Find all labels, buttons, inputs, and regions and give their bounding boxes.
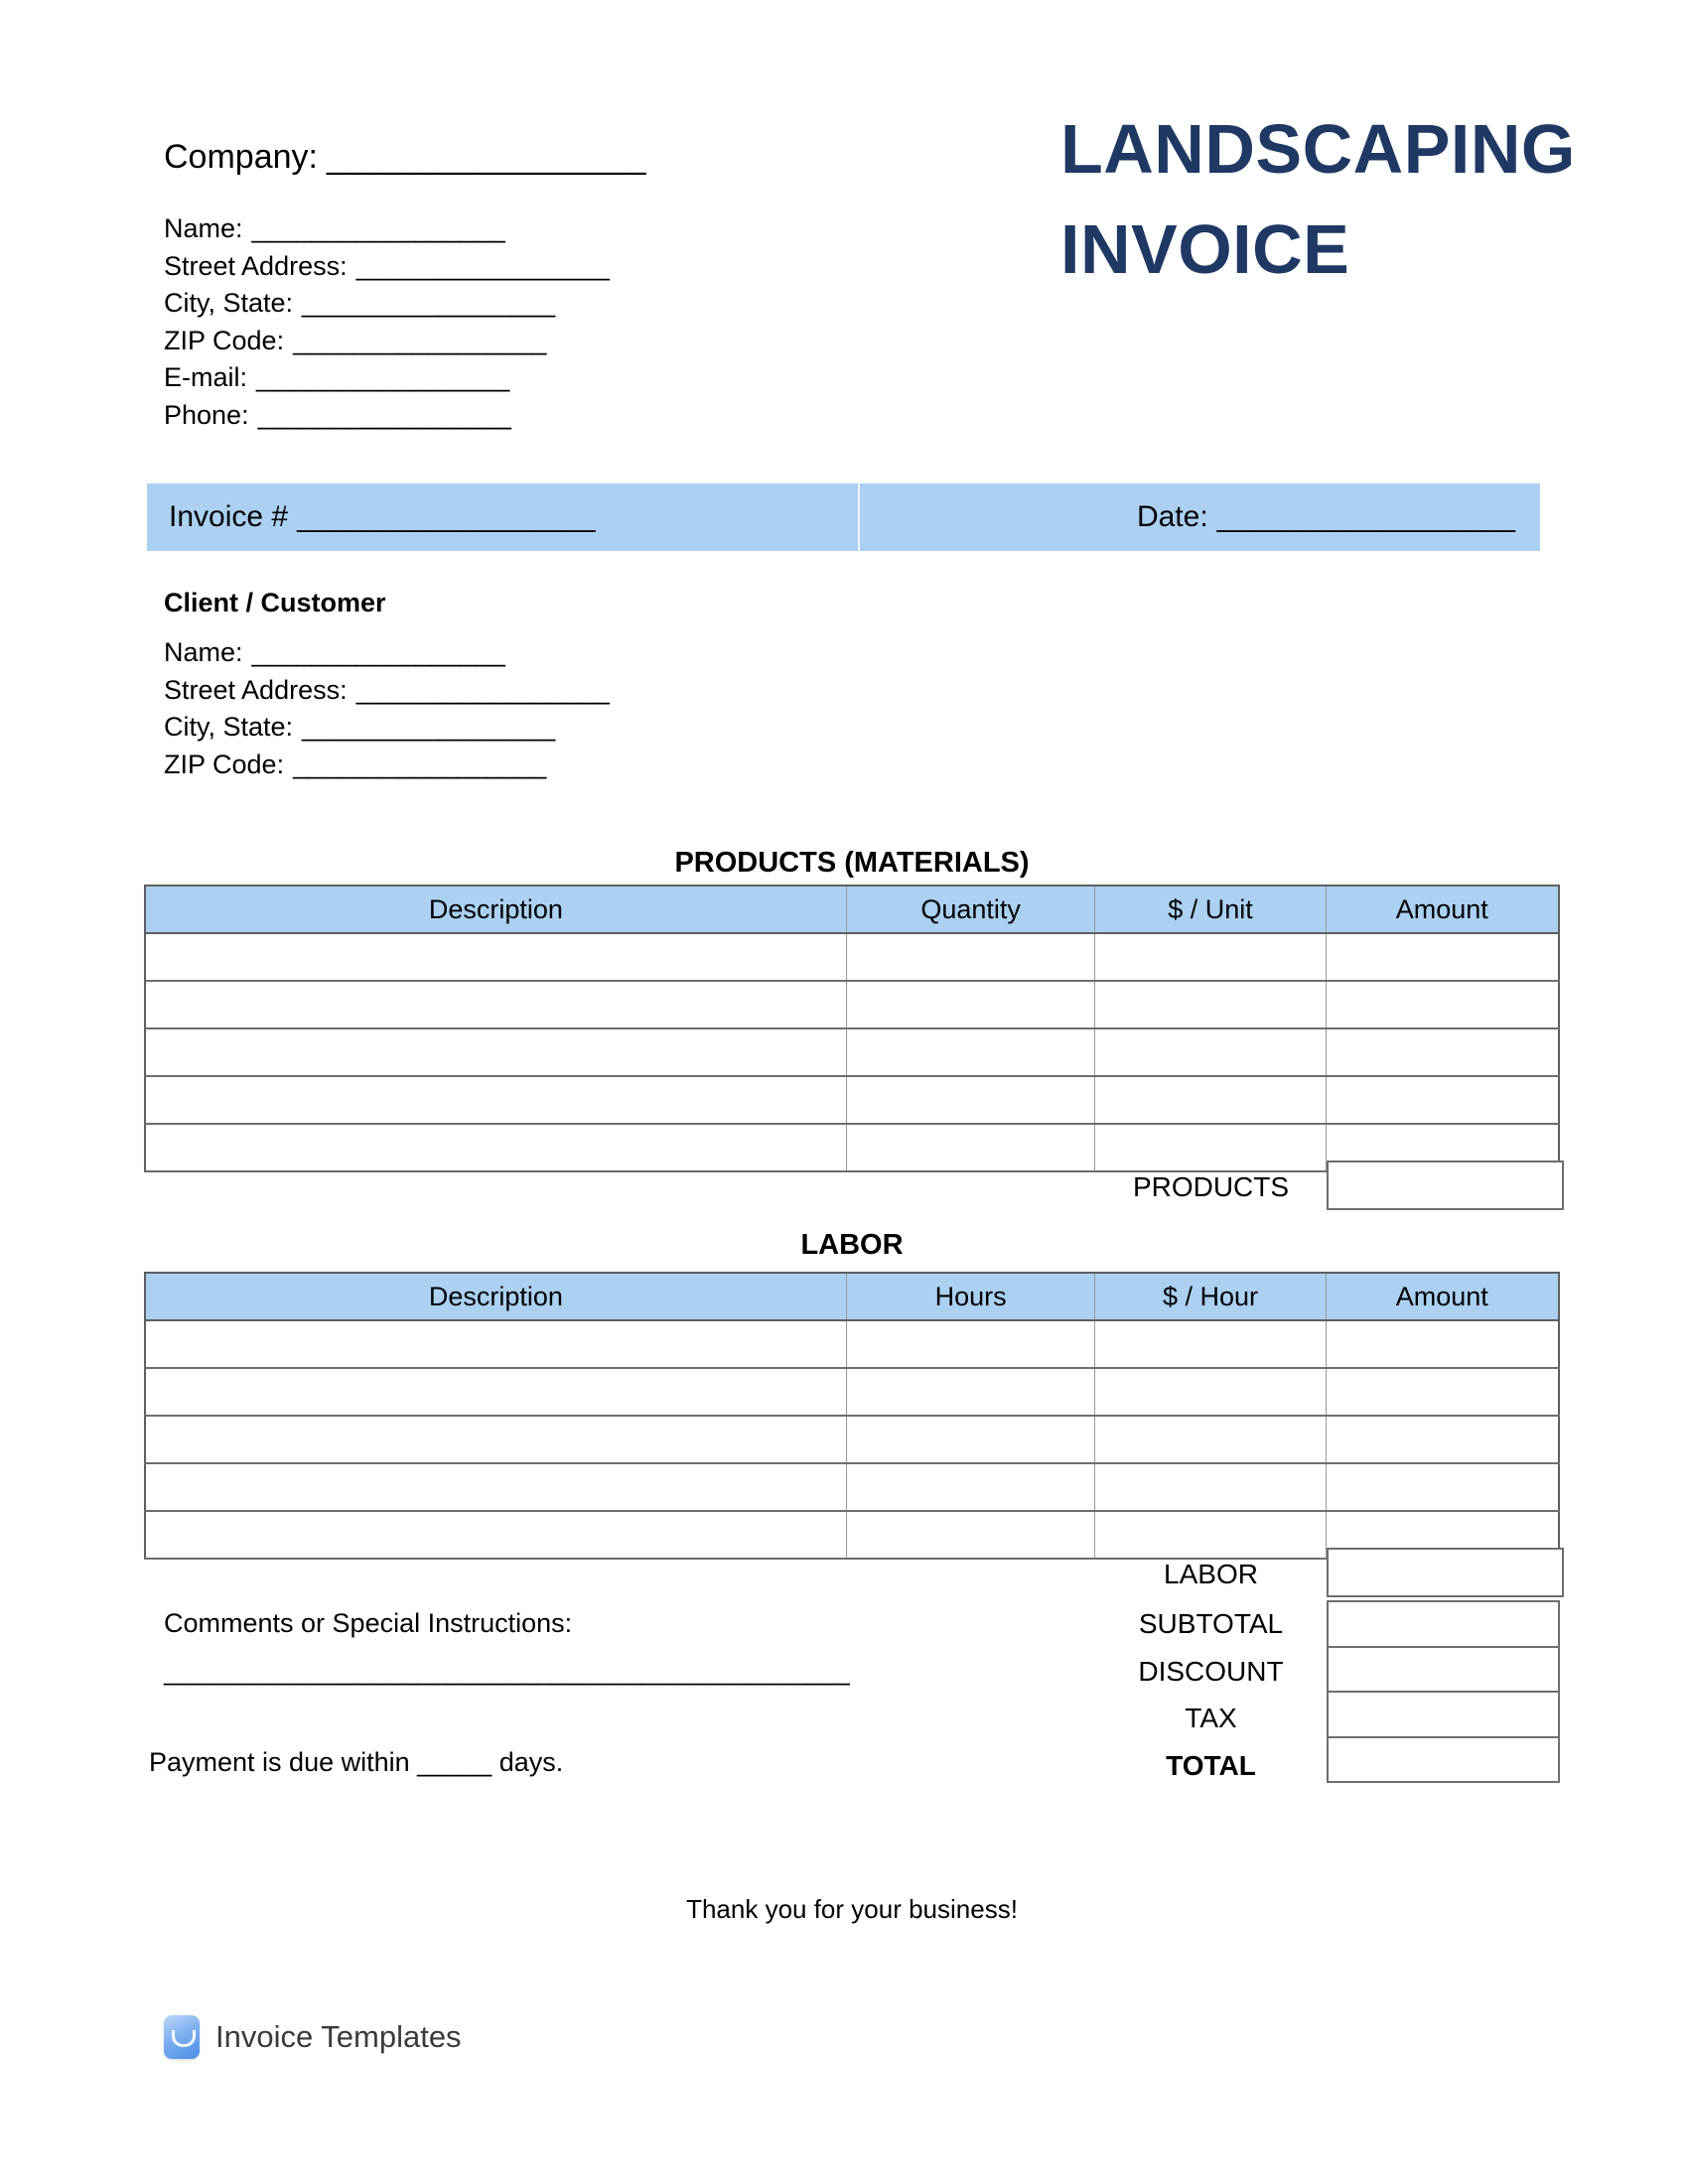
invoice-date-line [1137, 500, 1515, 534]
city-state-blank-field[interactable]: _________________ [302, 288, 556, 318]
date-blank-field[interactable]: __________________ [1216, 500, 1515, 533]
labor-col-description: Description [145, 1273, 846, 1320]
labor-cell-hours[interactable] [846, 1368, 1095, 1416]
labor-col-hours: Hours [846, 1273, 1095, 1320]
products-cell-unit-price[interactable] [1095, 1124, 1326, 1171]
invoice-number-label: Invoice # [169, 500, 289, 533]
email-label: E-mail: [164, 362, 248, 392]
labor-cell-hours[interactable] [846, 1320, 1095, 1368]
products-cell-unit-price[interactable] [1095, 1076, 1326, 1124]
invoice-number-date-bar [147, 483, 1540, 551]
labor-cell-amount[interactable] [1326, 1368, 1559, 1416]
labor-cell-amount[interactable] [1326, 1320, 1559, 1368]
client-street-label: Street Address: [164, 674, 348, 705]
products-row [145, 1076, 1559, 1124]
labor-col-amount: Amount [1326, 1273, 1559, 1320]
products-cell-unit-price[interactable] [1095, 933, 1326, 981]
client-street-line [164, 672, 610, 710]
company-label: Company: [164, 138, 318, 176]
client-customer-block [164, 586, 610, 783]
company-city-line [164, 285, 645, 323]
labor-table [144, 1272, 1560, 1560]
comments-label: Comments or Special Instructions: [164, 1608, 573, 1638]
client-city-line [164, 709, 610, 747]
products-col-unit-price: $ / Unit [1095, 886, 1326, 933]
discount-value-box[interactable] [1327, 1646, 1560, 1694]
products-cell-description[interactable] [145, 1028, 846, 1076]
client-zip-label: ZIP Code: [164, 749, 285, 779]
products-cell-description[interactable] [145, 1124, 846, 1171]
products-cell-amount[interactable] [1326, 1076, 1559, 1124]
phone-label: Phone: [164, 399, 249, 430]
labor-cell-hour-rate[interactable] [1095, 1463, 1326, 1511]
client-zip-line [164, 747, 610, 784]
company-line [164, 137, 645, 177]
products-cell-amount[interactable] [1326, 933, 1559, 981]
email-blank-field[interactable]: _________________ [256, 362, 510, 392]
products-cell-quantity[interactable] [846, 1028, 1095, 1076]
products-row [145, 1028, 1559, 1076]
products-col-amount: Amount [1326, 886, 1559, 933]
products-cell-amount[interactable] [1326, 1028, 1559, 1076]
labor-cell-hour-rate[interactable] [1095, 1320, 1326, 1368]
products-cell-unit-price[interactable] [1095, 1028, 1326, 1076]
comments-blank-field[interactable]: ______________________________________________ [164, 1656, 850, 1686]
footer-brand-text: Invoice Templates [215, 2019, 462, 2054]
invoice-templates-logo-icon [164, 2015, 200, 2059]
bar-divider [858, 483, 860, 551]
subtotal-value-box[interactable] [1327, 1600, 1560, 1648]
products-col-quantity: Quantity [846, 886, 1095, 933]
company-email-line [164, 359, 645, 397]
client-street-blank-field[interactable]: _________________ [355, 674, 610, 705]
name-label: Name: [164, 213, 243, 243]
labor-section-heading: LABOR [800, 1229, 904, 1261]
client-city-blank-field[interactable]: _________________ [302, 712, 556, 742]
title-line-1: LANDSCAPING [1060, 110, 1576, 188]
client-name-label: Name: [164, 637, 243, 667]
products-cell-quantity[interactable] [846, 981, 1095, 1028]
total-value-box[interactable] [1327, 1736, 1560, 1784]
client-zip-blank-field[interactable]: _________________ [293, 749, 547, 779]
tax-value-box[interactable] [1327, 1691, 1560, 1738]
zip-code-label: ZIP Code: [164, 325, 285, 355]
client-customer-heading: Client / Customer [164, 588, 386, 617]
summary-boxes [1327, 1600, 1560, 1783]
labor-cell-hours[interactable] [846, 1463, 1095, 1511]
name-blank-field[interactable]: _________________ [251, 213, 505, 243]
products-cell-quantity[interactable] [846, 1076, 1095, 1124]
client-name-blank-field[interactable]: _________________ [251, 637, 505, 667]
products-row [145, 933, 1559, 981]
products-cell-description[interactable] [145, 1076, 846, 1124]
labor-cell-description[interactable] [145, 1463, 846, 1511]
labor-row [145, 1463, 1559, 1511]
street-address-label: Street Address: [164, 250, 348, 281]
labor-total-box[interactable] [1327, 1548, 1564, 1597]
company-zip-line [164, 323, 645, 360]
thank-you-message: Thank you for your business! [686, 1894, 1018, 1924]
products-cell-quantity[interactable] [846, 1124, 1095, 1171]
discount-label: DISCOUNT [1138, 1656, 1284, 1687]
labor-cell-amount[interactable] [1326, 1416, 1559, 1463]
labor-cell-description[interactable] [145, 1368, 846, 1416]
products-col-description: Description [145, 886, 846, 933]
labor-row [145, 1416, 1559, 1463]
company-phone-line [164, 397, 645, 435]
zip-code-blank-field[interactable]: _________________ [293, 325, 547, 355]
labor-cell-hour-rate[interactable] [1095, 1416, 1326, 1463]
labor-row [145, 1320, 1559, 1368]
company-info-block [164, 137, 645, 434]
products-total-box[interactable] [1327, 1160, 1564, 1210]
company-street-line [164, 248, 645, 286]
products-section-heading: PRODUCTS (MATERIALS) [674, 847, 1030, 879]
products-row [145, 981, 1559, 1028]
labor-total-label: LABOR [1164, 1559, 1258, 1589]
products-cell-quantity[interactable] [846, 933, 1095, 981]
products-cell-description[interactable] [145, 933, 846, 981]
company-blank-field[interactable]: _________________ [326, 138, 646, 176]
labor-cell-hours[interactable] [846, 1416, 1095, 1463]
products-cell-description[interactable] [145, 981, 846, 1028]
products-cell-unit-price[interactable] [1095, 981, 1326, 1028]
footer-brand [164, 2015, 462, 2059]
street-address-blank-field[interactable]: _________________ [355, 250, 610, 281]
products-header-row [145, 886, 1559, 933]
labor-cell-description[interactable] [145, 1416, 846, 1463]
labor-row [145, 1368, 1559, 1416]
client-name-line [164, 634, 610, 672]
tax-label: TAX [1185, 1703, 1237, 1733]
products-table [144, 885, 1560, 1172]
labor-cell-hour-rate[interactable] [1095, 1511, 1326, 1559]
products-cell-amount[interactable] [1326, 981, 1559, 1028]
subtotal-label: SUBTOTAL [1138, 1608, 1284, 1639]
labor-cell-description[interactable] [145, 1511, 846, 1559]
invoice-number-line [169, 500, 595, 534]
date-label: Date: [1136, 500, 1208, 533]
title-line-2: INVOICE [1060, 210, 1350, 288]
company-name-line [164, 210, 645, 248]
document-title [1060, 99, 1617, 300]
labor-cell-hour-rate[interactable] [1095, 1368, 1326, 1416]
labor-cell-amount[interactable] [1326, 1463, 1559, 1511]
products-total-label: PRODUCTS [1132, 1171, 1290, 1202]
city-state-label: City, State: [164, 288, 294, 318]
payment-terms-line: Payment is due within _____ days. [149, 1747, 564, 1777]
labor-col-hour-rate: $ / Hour [1095, 1273, 1326, 1320]
client-city-label: City, State: [164, 712, 294, 742]
labor-cell-hours[interactable] [846, 1511, 1095, 1559]
phone-blank-field[interactable]: _________________ [257, 399, 511, 430]
total-label: TOTAL [1166, 1750, 1256, 1781]
invoice-number-blank-field[interactable]: __________________ [297, 500, 596, 533]
labor-cell-description[interactable] [145, 1320, 846, 1368]
labor-header-row [145, 1273, 1559, 1320]
